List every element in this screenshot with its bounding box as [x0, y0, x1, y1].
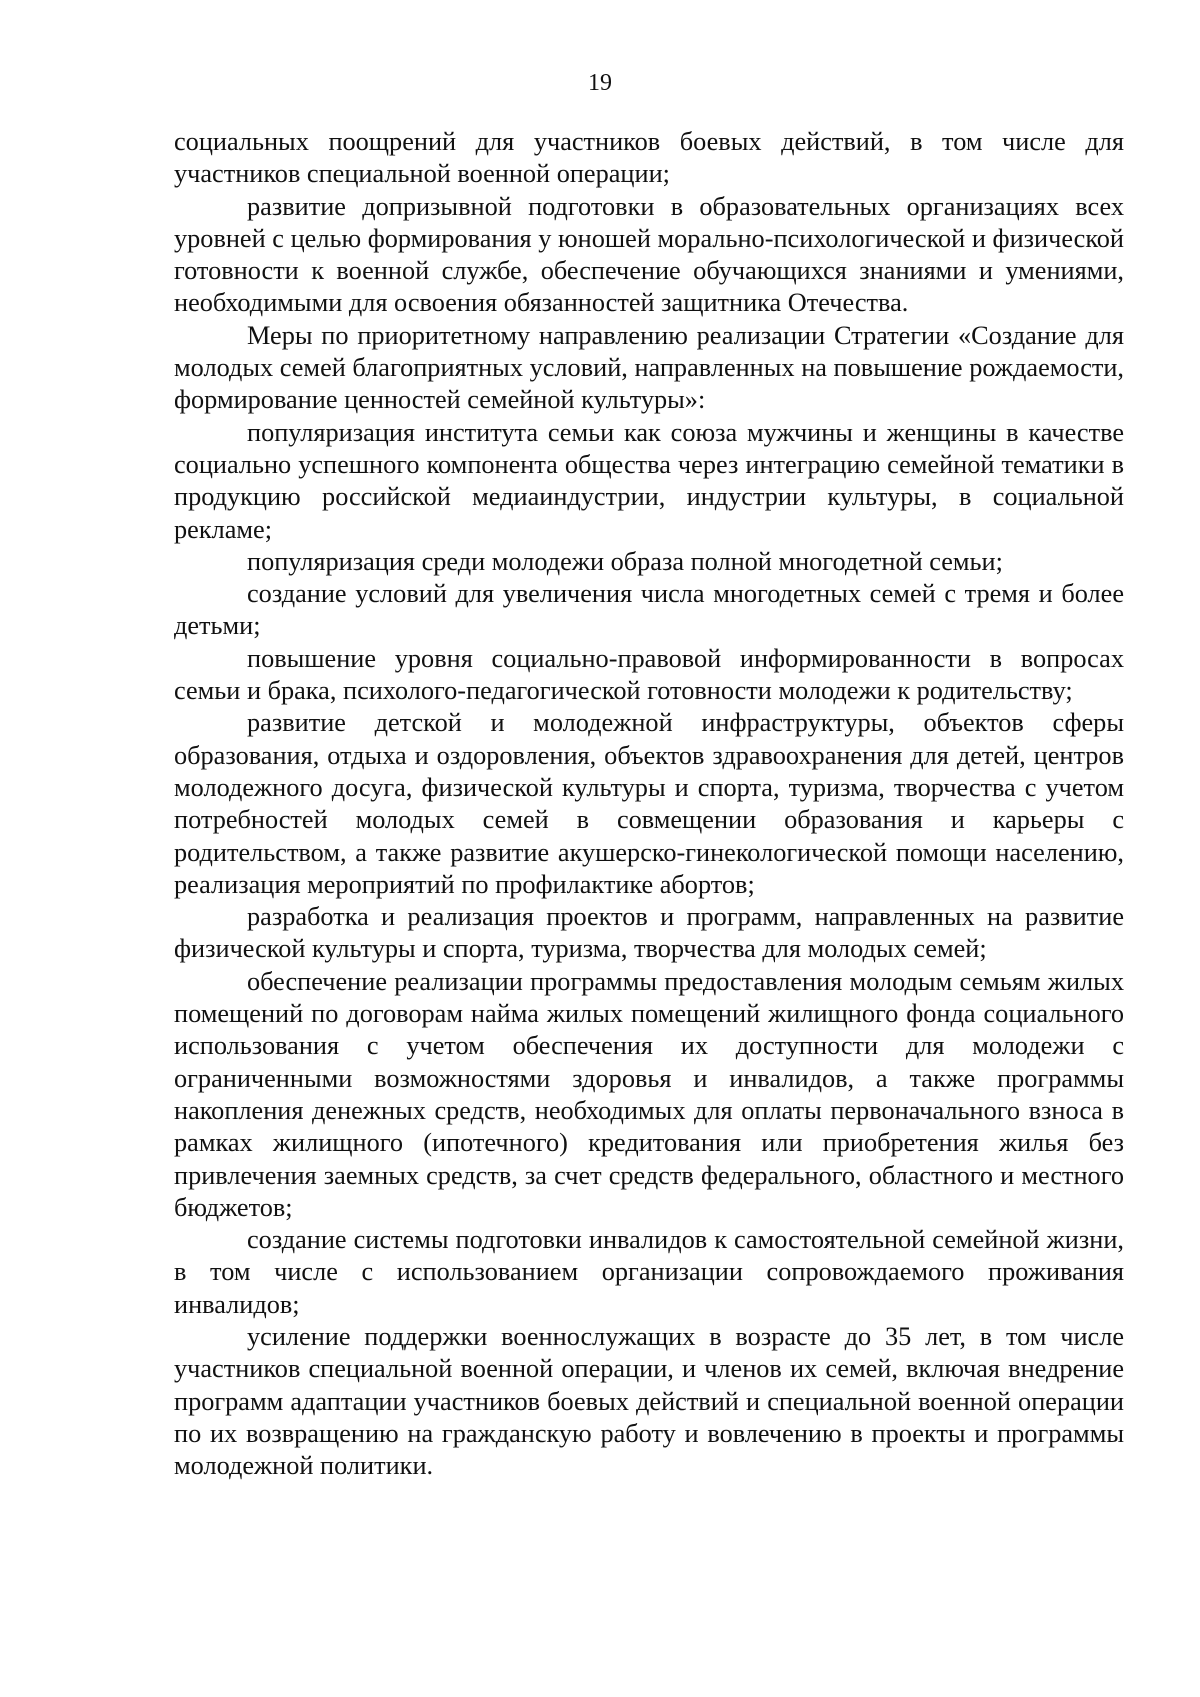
paragraph: Меры по приоритетному направлению реализации Стратегии «Создание для молодых семей благоприятных условий, направленных на повышение рождаемости, формирование ценностей семейной культуры»: [174, 320, 1124, 415]
paragraph: популяризация института семьи как союза мужчины и женщины в качестве социально успешного компонента общества через интеграцию семейной тематики в продукцию российской медиаиндустрии, индустрии культуры, в социальной рекламе; [174, 417, 1124, 544]
paragraph: популяризация среди молодежи образа полной многодетной семьи; [247, 546, 1003, 576]
paragraph: развитие допризывной подготовки в образовательных организациях всех уровней с целью формирования у юношей морально-психологической и физической готовности к военной службе, обеспечение обучающихся знаниями и умениями, необходимыми для освоения обязанностей защитника Отечества. [174, 191, 1124, 318]
paragraph: усиление поддержки военнослужащих в возрасте до 35 лет, в том числе участников специальной военной операции, и членов их семей, включая внедрение программ адаптации участников боевых действий и специальной военной операции по их возвращению на гражданскую работу и вовлечению в проекты и программы молодежной политики. [174, 1321, 1124, 1481]
page-number: 19 [588, 70, 612, 96]
paragraph: развитие детской и молодежной инфраструктуры, объектов сферы образования, отдыха и оздоровления, объектов здравоохранения для детей, центров молодежного досуга, физической культуры и спорта, туризма, творчества с учетом потребностей молодых семей в совмещении образования и карьеры с родительством, а также развитие акушерско-гинекологической помощи населению, реализация мероприятий по профилактике абортов; [174, 708, 1124, 899]
paragraph: обеспечение реализации программы предоставления молодым семьям жилых помещений по договорам найма жилых помещений жилищного фонда социального использования с учетом обеспечения их доступности для молодежи с ограниченными возможностями здоровья и инвалидов, а также программы накопления денежных средств, необходимых для оплаты первоначального взноса в рамках жилищного (ипотечного) кредитования или приобретения жилья без привлечения заемных средств, за счет средств федерального, областного и местного бюджетов; [174, 966, 1124, 1222]
paragraph: социальных поощрений для участников боевых действий, в том числе для участников специальной военной операции; [174, 127, 1124, 189]
paragraph: создание системы подготовки инвалидов к самостоятельной семейной жизни, в том числе с использованием организации сопровождаемого проживания инвалидов; [174, 1225, 1124, 1319]
paragraph: повышение уровня социально-правовой информированности в вопросах семьи и брака, психолого-педагогической готовности молодежи к родительству; [174, 643, 1124, 706]
paragraph: создание условий для увеличения числа многодетных семей с тремя и более детьми; [174, 579, 1124, 641]
paragraph: разработка и реализация проектов и программ, направленных на развитие физической культуры и спорта, туризма, творчества для молодых семей; [174, 902, 1124, 964]
document-body [174, 126, 1124, 1482]
